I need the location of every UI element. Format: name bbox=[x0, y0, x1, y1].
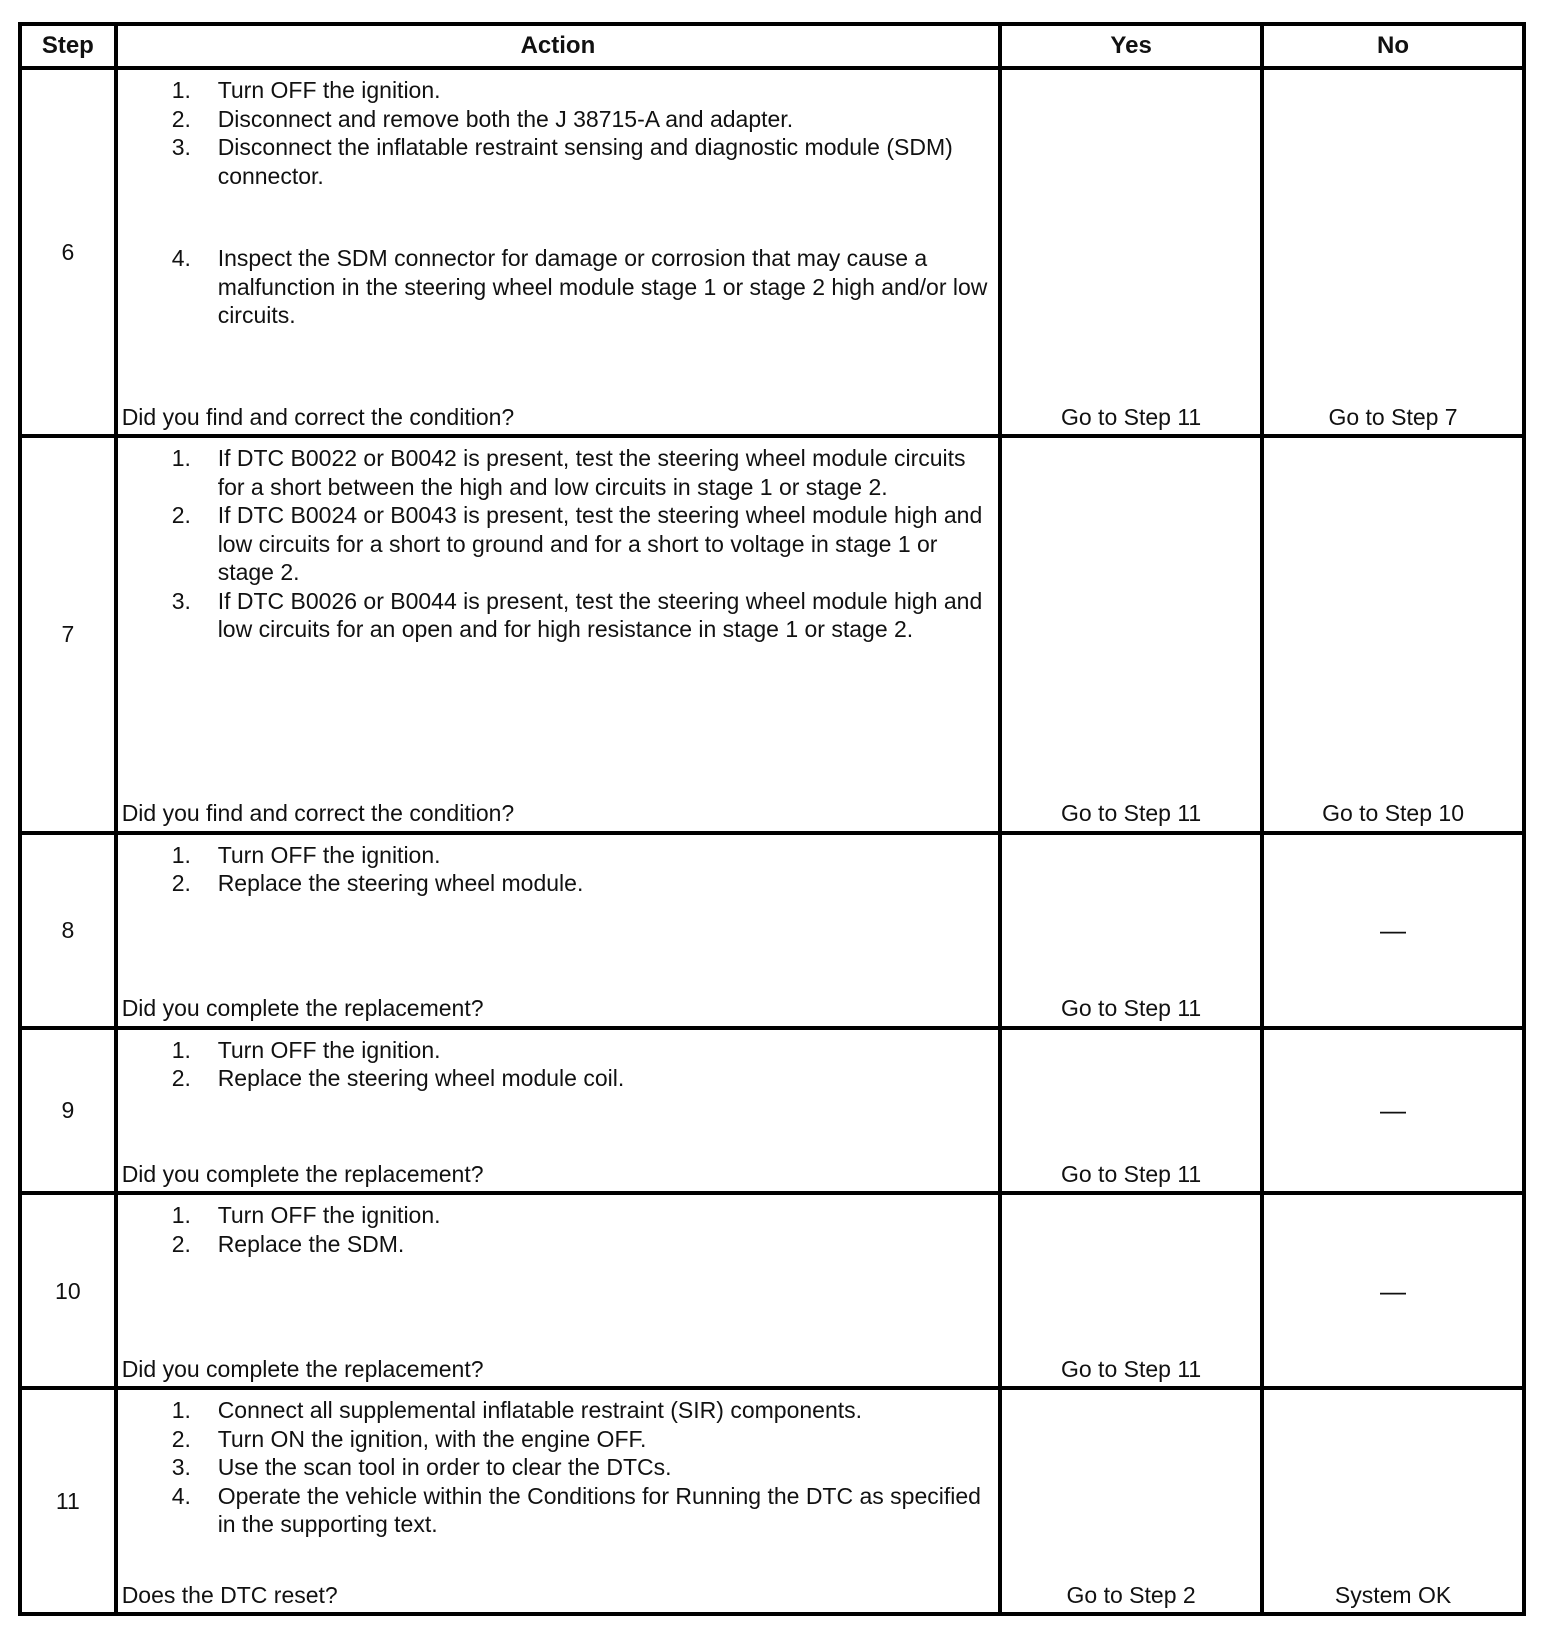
list-item: 4. Inspect the SDM connector for damage or corrosion that may cause a malfunction in the steering wheel module stage 1 or stage 2 high and/or low circuits. bbox=[171, 245, 988, 328]
question-text: Did you complete the replacement? bbox=[121, 1160, 484, 1187]
table-row bbox=[20, 1028, 1524, 1194]
yes-outcome: Go to Step 11 bbox=[1000, 1193, 1262, 1388]
action-cell bbox=[116, 1388, 1000, 1614]
step-number: 9 bbox=[20, 1028, 116, 1194]
table-row bbox=[20, 1193, 1524, 1388]
question-text: Did you complete the replacement? bbox=[121, 995, 484, 1022]
question-text: Did you find and correct the condition? bbox=[121, 800, 515, 827]
no-outcome-dash: — bbox=[1262, 833, 1524, 1028]
header-step: Step bbox=[20, 24, 116, 68]
table-row bbox=[20, 68, 1524, 436]
no-outcome-dash: — bbox=[1262, 1028, 1524, 1194]
list-item: 2. Disconnect and remove both the J 38715-A and adapter. bbox=[171, 105, 794, 132]
list-item: 4. Operate the vehicle within the Conditions for Running the DTC as specified in the supporting text. bbox=[171, 1482, 981, 1538]
list-item: 2. Turn ON the ignition, with the engine OFF. bbox=[171, 1425, 647, 1452]
step-number: 10 bbox=[20, 1193, 116, 1388]
step-number: 8 bbox=[20, 833, 116, 1028]
list-item: 2. Replace the steering wheel module. bbox=[171, 870, 584, 897]
header-no: No bbox=[1262, 24, 1524, 68]
step-number: 7 bbox=[20, 436, 116, 832]
yes-outcome: Go to Step 11 bbox=[1000, 833, 1262, 1028]
list-item: 2. If DTC B0024 or B0043 is present, test the steering wheel module high and low circuits for a short to ground and for a short to voltage in stage 1 or stage 2. bbox=[171, 502, 983, 586]
action-list bbox=[122, 1396, 994, 1539]
yes-outcome: Go to Step 11 bbox=[1000, 68, 1262, 436]
yes-outcome: Go to Step 11 bbox=[1000, 1028, 1262, 1194]
list-item: 1. Connect all supplemental inflatable restraint (SIR) components. bbox=[171, 1397, 863, 1424]
step-number: 6 bbox=[20, 68, 116, 436]
list-item: 3. If DTC B0026 or B0044 is present, test the steering wheel module high and low circuits for an open and for high resistance in stage 1 or stage 2. bbox=[171, 587, 983, 643]
diagnostic-table bbox=[18, 22, 1526, 1616]
list-item: 3. Disconnect the inflatable restraint sensing and diagnostic module (SDM) connector. bbox=[171, 134, 953, 189]
action-list bbox=[122, 841, 994, 898]
list-item: 1. Turn OFF the ignition. bbox=[171, 1036, 441, 1063]
question-text: Does the DTC reset? bbox=[121, 1581, 338, 1608]
table-row bbox=[20, 1388, 1524, 1614]
action-list bbox=[122, 444, 994, 644]
no-outcome: Go to Step 10 bbox=[1262, 436, 1524, 832]
action-list bbox=[122, 76, 994, 330]
list-item: 2. Replace the steering wheel module coil. bbox=[171, 1065, 625, 1092]
action-list bbox=[122, 1036, 994, 1093]
action-list bbox=[122, 1201, 994, 1258]
yes-outcome: Go to Step 11 bbox=[1000, 436, 1262, 832]
list-item: 1. Turn OFF the ignition. bbox=[171, 841, 441, 868]
table-row bbox=[20, 436, 1524, 832]
list-item: 2. Replace the SDM. bbox=[171, 1230, 405, 1257]
action-cell bbox=[116, 68, 1000, 436]
header-yes: Yes bbox=[1000, 24, 1262, 68]
action-cell bbox=[116, 436, 1000, 832]
list-item: 1. If DTC B0022 or B0042 is present, test the steering wheel module circuits for a short between the high and low circuits in stage 1 or stage 2. bbox=[171, 445, 966, 500]
header-row bbox=[20, 24, 1524, 68]
header-action: Action bbox=[116, 24, 1000, 68]
question-text: Did you complete the replacement? bbox=[121, 1355, 484, 1382]
action-cell bbox=[116, 1028, 1000, 1194]
list-item: 3. Use the scan tool in order to clear the DTCs. bbox=[171, 1454, 672, 1481]
no-outcome-dash: — bbox=[1262, 1193, 1524, 1388]
no-outcome: System OK bbox=[1262, 1388, 1524, 1614]
yes-outcome: Go to Step 2 bbox=[1000, 1388, 1262, 1614]
question-text: Did you find and correct the condition? bbox=[121, 403, 515, 430]
table-row bbox=[20, 833, 1524, 1028]
list-item: 1. Turn OFF the ignition. bbox=[171, 77, 441, 103]
list-item: 1. Turn OFF the ignition. bbox=[171, 1202, 441, 1229]
no-outcome: Go to Step 7 bbox=[1262, 68, 1524, 436]
action-cell bbox=[116, 833, 1000, 1028]
diagnostic-table-page bbox=[18, 22, 1526, 1616]
action-cell bbox=[116, 1193, 1000, 1388]
step-number: 11 bbox=[20, 1388, 116, 1614]
